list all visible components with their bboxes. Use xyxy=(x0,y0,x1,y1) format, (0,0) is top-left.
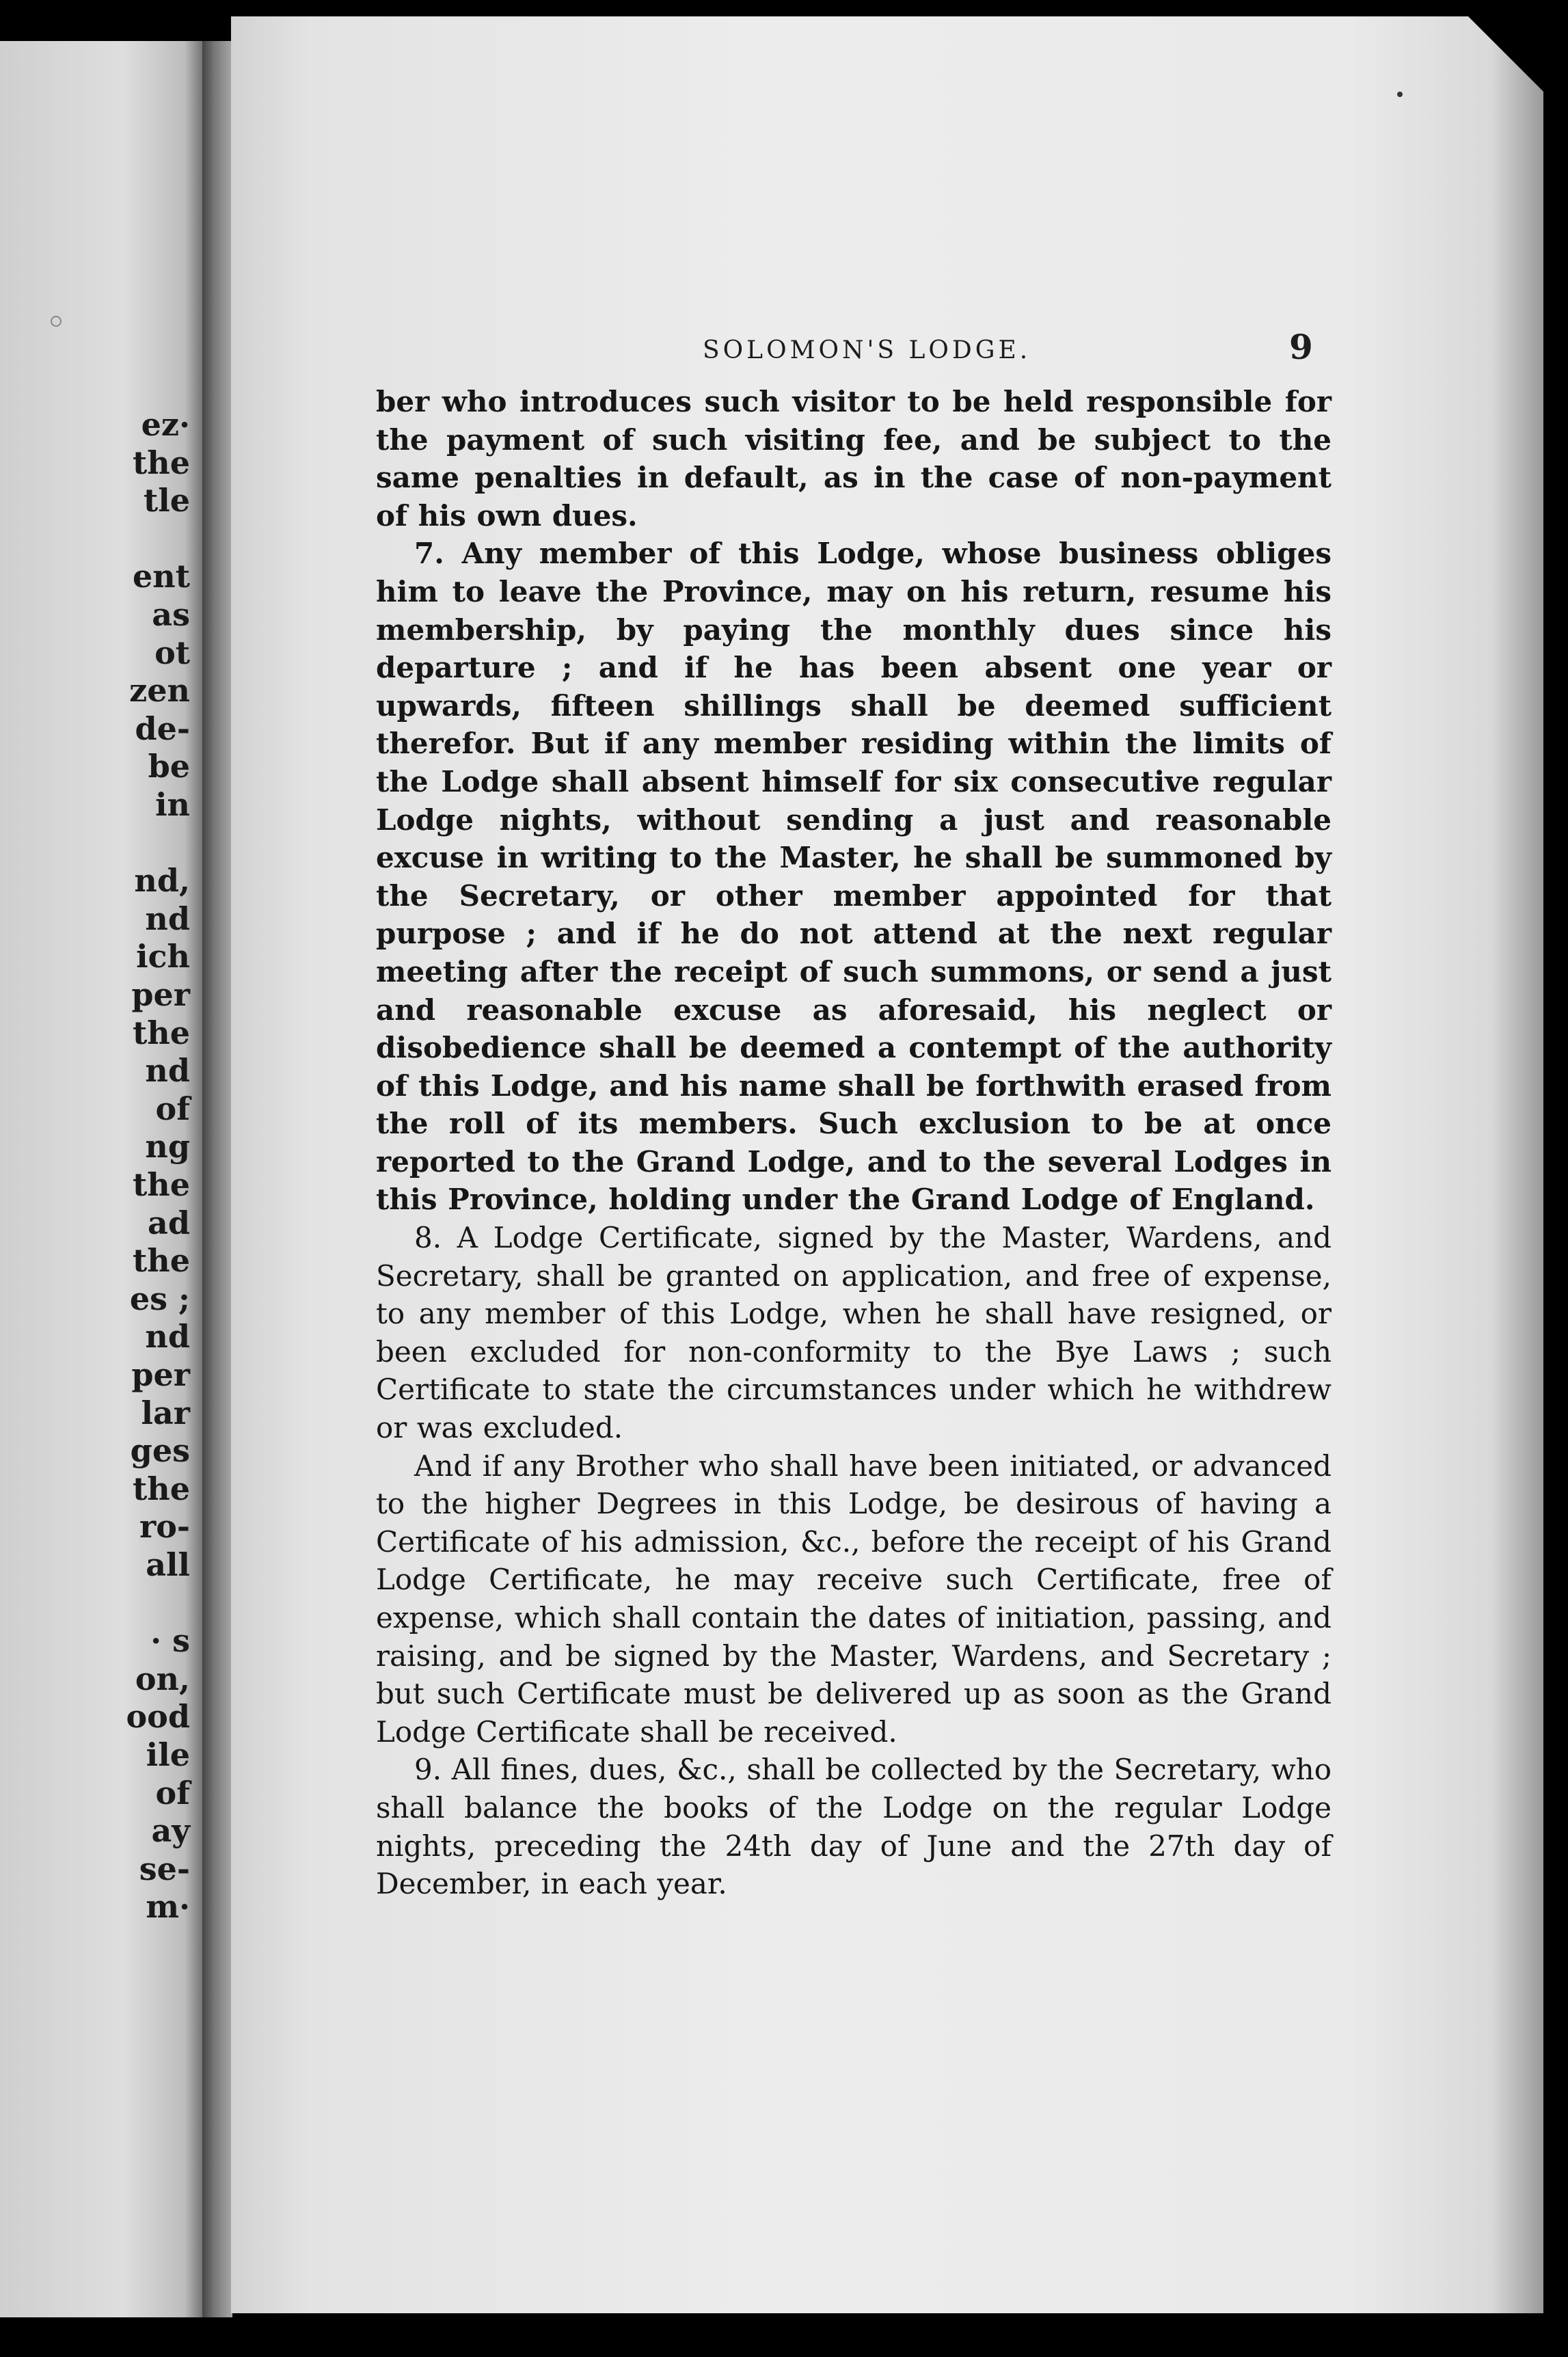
paragraph: And if any Brother who shall have been initiated, or advanced to the higher Degrees in this Lodge, be desirous of having a Certificate of his admission, &c., before the receipt of his Grand Lodge Certificate, he may receive such Certificate, free of expense, which shall contain the dates of initiation, passing, and raising, and be signed by the Master, Wardens, and Secretary ; but such Certificate must be delivered up as soon as the Grand Lodge Certificate shall be received. xyxy=(376,1449,1332,1749)
facing-page-strip xyxy=(0,41,205,2317)
facing-page-fragment: the xyxy=(133,1470,190,1507)
paragraph: 8. A Lodge Certificate, signed by the Master, Wardens, and Secretary, shall be granted on application, and free of expense, to any member of this Lodge, when he shall have resigned, or been excluded for non-conformity to the Bye Laws ; such Certificate to state the circumstances under which he withdrew or was excluded. xyxy=(376,1221,1332,1445)
facing-page-fragment: ges xyxy=(130,1432,190,1470)
facing-page-fragment: the xyxy=(133,444,190,481)
facing-page-fragment: ay xyxy=(151,1812,190,1850)
page-blemish xyxy=(51,316,62,327)
paragraph: 9. All fines, dues, &c., shall be collected by the Secretary, who shall balance the books of the Lodge on the regular Lodge nights, preceding the 24th day of June and the 27th day of December, in each year. xyxy=(376,1753,1332,1901)
facing-page-fragment: zen xyxy=(129,672,190,710)
body-text xyxy=(376,383,1332,1903)
facing-page-fragment: ood xyxy=(126,1698,190,1736)
facing-page-fragment: nd xyxy=(145,1318,190,1356)
facing-page-fragment: se- xyxy=(139,1850,190,1887)
facing-page-fragment: per xyxy=(131,976,190,1013)
facing-page-fragment: nd, xyxy=(134,862,190,900)
facing-page-fragment: on, xyxy=(135,1660,190,1697)
book-page xyxy=(231,16,1543,2313)
page-gutter xyxy=(202,41,232,2317)
facing-page-fragment: ile xyxy=(146,1736,190,1773)
facing-page-fragment: de- xyxy=(135,710,190,747)
facing-page-fragment: · s xyxy=(150,1622,190,1660)
facing-page-fragment: of xyxy=(155,1774,190,1811)
facing-page-fragment: all xyxy=(146,1546,190,1583)
facing-page-fragment: ot xyxy=(154,634,190,671)
paragraph: 7. Any member of this Lodge, whose business obliges him to leave the Province, may on his return, resume his membership, by paying the monthly dues since his departure ; and if he has been absent one year or upwards, fifteen shillings shall be deemed sufficient therefor. But if any member residing within the limits of the Lodge shall absent himself for six consecutive regular Lodge nights, without sending a just and reasonable excuse in writing to the Master, he shall be summoned by the Secretary, or other member appointed for that purpose ; and if he do not attend at the next regular meeting after the receipt of such summons, or send a just and reasonable excuse as aforesaid, his neglect or disobedience shall be deemed a contempt of the authority of this Lodge, and his name shall be forthwith erased from the roll of its members. Such exclusion to be at once reported to the Grand Lodge, and to the several Lodges in this Province, holding under the Grand Lodge of England. xyxy=(376,537,1332,1217)
facing-page-fragment: ich xyxy=(136,938,190,975)
facing-page-fragment: es ; xyxy=(129,1280,190,1317)
facing-page-fragment: per xyxy=(131,1356,190,1393)
facing-page-fragment: tle xyxy=(144,482,190,520)
facing-page-fragment: m· xyxy=(146,1888,190,1926)
facing-page-fragment: ent xyxy=(133,558,190,595)
facing-page-fragment: ro- xyxy=(139,1508,190,1546)
facing-page-fragment: as xyxy=(152,596,190,633)
facing-page-fragment: in xyxy=(155,786,190,823)
paragraph: ber who introduces such visitor to be held responsible for the payment of such visiting fee, and be subject to the same penalties in default, as in the case of non-payment of his own dues. xyxy=(376,385,1332,533)
facing-page-fragment: the xyxy=(133,1242,190,1280)
facing-page-fragment: be xyxy=(148,748,190,785)
facing-page-fragment: ad xyxy=(148,1204,190,1241)
facing-page-fragment: ng xyxy=(145,1128,190,1166)
facing-page-fragment: the xyxy=(133,1014,190,1051)
facing-page-fragment: nd xyxy=(145,1052,190,1090)
facing-page-fragment: lar xyxy=(141,1394,190,1431)
facing-page-fragment: the xyxy=(133,1166,190,1203)
page-blemish xyxy=(1397,92,1403,97)
facing-page-fragment: ez· xyxy=(141,406,190,443)
facing-page-fragment: of xyxy=(155,1090,190,1127)
page-number: 9 xyxy=(1289,327,1313,367)
facing-page-fragment: nd xyxy=(145,900,190,937)
page-corner-shadow xyxy=(1468,16,1543,92)
running-head-title: SOLOMON'S LODGE. xyxy=(703,336,1031,364)
